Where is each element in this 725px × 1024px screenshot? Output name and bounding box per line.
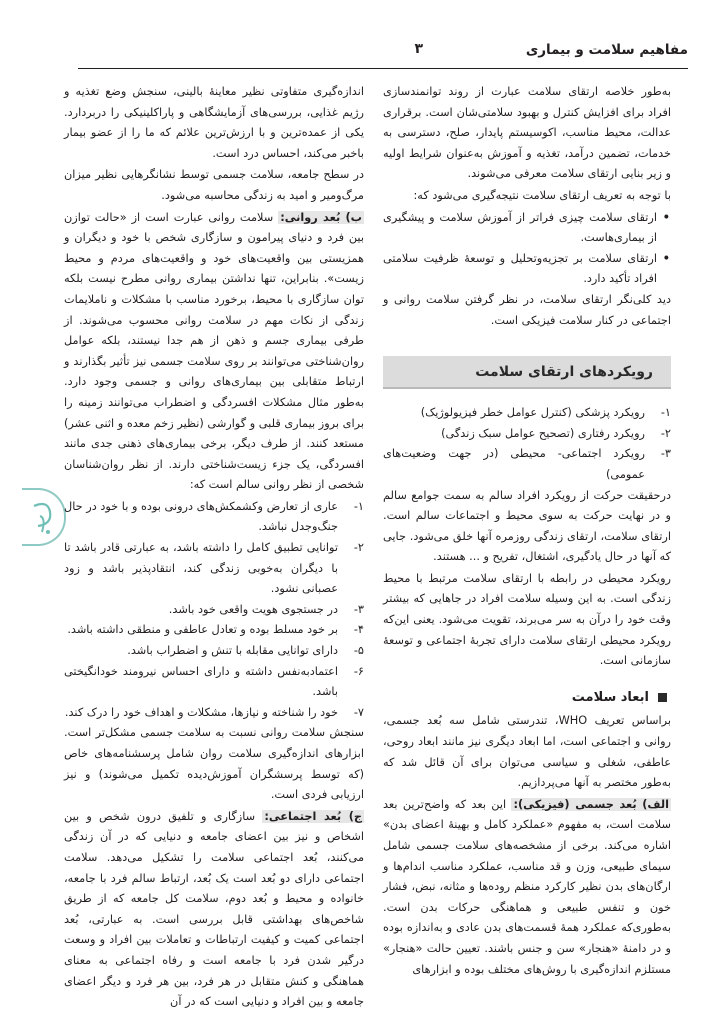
section-title: رویکردهای ارتقای سلامت xyxy=(475,364,653,381)
holistic-paragraph: دید کلی‌نگر ارتقای سلامت، در نظر گرفتن سلامت روانی و اجتماعی در کنار سلامت فیزیکی است. xyxy=(383,292,671,327)
side-tab xyxy=(22,488,66,546)
list-item: • ارتقای سلامت چیزی فراتر از آموزش سلامت و پیشگیری از بیماری‌هاست. xyxy=(383,208,657,249)
list-item: ۷- خود را شناخته و نیازها، مشکلات و اهداف خود را درک کند. xyxy=(64,705,364,719)
page-number: ۳ xyxy=(414,41,423,57)
list-item: • ارتقای سلامت بر تجزیه‌وتحلیل و توسعهٔ ظرفیت سلامتی افراد تأکید دارد. xyxy=(383,249,657,290)
mental-measurement-paragraph: سنجش سلامت روانی نسبت به سلامت جسمی مشکل‌تر است. ابزارهای اندازه‌گیری سلامت روان شامل پرسشنامه‌های خاص (که توسط پرسشگران آموزش‌دیده تکمیل می‌شوند) و نیز ارزیابی فردی است. xyxy=(64,726,364,802)
subsection-title: ابعاد سلامت xyxy=(571,689,649,705)
mental-traits-list xyxy=(64,497,364,724)
social-dimension-label: ج) بُعد اجتماعی: xyxy=(264,809,362,823)
subsection-heading xyxy=(383,688,671,709)
physical-dimension-label: الف) بُعد جسمی (فیزیکی): xyxy=(513,797,670,811)
conclusion-bullets xyxy=(383,208,671,290)
physical-dimension-text: این بعد که واضح‌ترین بعد سلامت است، به مفهوم «عملکرد کامل و بهینهٔ اعضای بدن» اشاره می‌کند. برخی از مشخصه‌های سلامت جسمی شامل سیمای طبیعی، وزن و قد مناسب، عملکرد مناسب اندام‌ها و ارگان‌های بدن نظیر کارکرد منظم روده‌ها و مثانه، نبض، فشار خون و تنفس طبیعی و هماهنگی حرکات بدن است. به‌طوری‌که عملکرد همهٔ قسمت‌های بدن عادی و به‌اندازه بوده و در دامنهٔ «هنجار» سن و جنس باشند. تعیین حالت «هنجار» مستلزم اندازه‌گیری با روش‌های مختلف بوده و ابزارهای xyxy=(383,797,671,976)
dimensions-paragraph: براساس تعریف WHO، تندرستی شامل سه بُعد جسمی، روانی و اجتماعی است، اما ابعاد دیگری نیز مانند ابعاد روحی، عاطفی، شغلی و سیاسی می‌توان برای آن قائل شد که به‌طور مختصر به آنها می‌پردازیم. xyxy=(383,714,672,790)
approaches-list xyxy=(383,403,671,485)
list-item: ۵- دارای توانایی مقابله با تنش و اضطراب باشد. xyxy=(127,644,364,658)
list-item: ۶- اعتمادبه‌نفس داشته و دارای احساس نیرومند خودانگیختی باشد. xyxy=(64,664,364,699)
running-header-title: مفاهیم سلامت و بیماری xyxy=(525,42,688,58)
right-column xyxy=(383,82,671,981)
social-dimension-paragraph xyxy=(64,807,364,1013)
list-item: ۱- عاری از تعارض وکشمکش‌های درونی بوده و با خود در حال جنگ‌وجدل نباشد. xyxy=(64,499,364,534)
mental-dimension-label: ب) بُعد روانی: xyxy=(280,210,362,224)
list-item: ۲- رویکرد رفتاری (تصحیح عوامل سبک زندگی) xyxy=(441,426,671,440)
approach-paragraph: درحقیقت حرکت از رویکرد افراد سالم به سمت جوامع سالم و در نهایت حرکت به سوی محیط و اجتماعات سالم است. ارتقای سلامت، ارتقای زندگی روزمره آنها خلق می‌شود. جایی که آنها در حال یادگیری، اشتغال، تفریح و ... هستند. xyxy=(383,488,671,564)
environment-paragraph: رویکرد محیطی در رابطه با ارتقای سلامت مرتبط با محیط زندگی است. به این وسیله سلامت افراد در جاهایی که بیشتر وقت خود را درآن به سر می‌برند، تقویت می‌شود. یعنی این‌که رویکرد محیطی ارتقای سلامت دارای تجربهٔ اجتماعی و توسعهٔ سازمانی است. xyxy=(383,571,671,668)
social-dimension-text: سازگاری و تلفیق درون شخص و بین اشخاص و نیز بین اعضای جامعه و دنیایی که در آن زندگی می‌کنند، بُعد اجتماعی سلامت را تشکیل می‌دهد. سلامت اجتماعی دارای دو بُعد است یک بُعد، ارتباط سالم فرد با جامعه، خانواده و محیط و بُعد دوم، سلامت کل جامعه که از طریق شاخص‌های بهداشتی قابل بررسی است. به عبارتی، بُعد اجتماعی کمیت و کیفیت ارتباطات و تعاملات بین افراد و وسعت درگیر شدن فرد با جامعه است و رفاه اجتماعی به معنای هماهنگی و کنش متقابل در هر فرد، بین هر فرد و دیگر اعضای جامعه و بین افراد و دنیایی است که در آن xyxy=(64,809,364,1009)
intro-paragraph: به‌طور خلاصه ارتقای سلامت عبارت از روند توانمندسازی افراد برای افزایش کنترل و بهبود سلامتی‌شان است. برقراری عدالت، محیط مناسب، اکوسیستم پایدار، صلح، دسترسی به خدمات، تضمین درآمد، تغذیه و آموزش به‌عنوان شرایط اولیه و زیر بنایی ارتقای سلامت معرفی می‌شوند. xyxy=(383,85,671,181)
section-heading-box xyxy=(383,356,671,389)
publisher-logo-icon xyxy=(28,496,58,540)
page-header xyxy=(78,42,688,66)
mental-dimension-text: سلامت روانی عبارت است از «حالت توازن بین فرد و دنیای پیرامون و سازگاری شخص با خود و دیگران و همزیستی بین واقعیت‌های خود و واقعیت‌های مردم و محیط زیست». بنابراین، تنها نداشتن بیماری روانی مطرح نیست بلکه توان سازگاری با محیط، برخورد مناسب با مشکلات و ناملایمات زندگی از نکات مهم در سلامت روانی محسوب می‌شوند. از طرفی بیماری جسم و ذهن از هم جدا نیستند، بلکه عوامل روان‌شناختی می‌توانند بر روی سلامت جسمی نیز تأثیر بگذارند و ارتباط متقابلی بین بیماری‌های روانی و جسمی وجود دارد. به‌طور مثال مشکلات افسردگی و اضطراب می‌توانند زمینه را برای بروز بیماری قلبی و گوارشی (نظیر زخم معده و اثنی عشر) مستعد کنند. از طرف دیگر، برخی بیماری‌های ذهنی جدی مانند افسردگی، یک جزء زیست‌شناختی دارند. از نظر روان‌شناسان شخصی از نظر روانی سالم است که: xyxy=(64,210,364,492)
list-item: ۳- رویکرد اجتماعی- محیطی (در جهت وضعیت‌های عمومی) xyxy=(383,447,671,481)
square-bullet-icon xyxy=(658,693,667,702)
header-divider xyxy=(78,68,688,69)
mental-dimension-paragraph xyxy=(64,208,364,496)
list-item: ۱- رویکرد پزشکی (کنترل عوامل خطر فیزیولوژیک) xyxy=(420,406,671,420)
left-column xyxy=(64,82,364,1014)
measurement-paragraph: اندازه‌گیری متفاوتی نظیر معاینهٔ بالینی، سنجش وضع تغذیه و رژیم غذایی، بررسی‌های آزمایشگاهی و پاراکلینیکی را دربردارد. یکی از عمده‌ترین و با ارزش‌ترین علائم که ما را از عضو بیمار باخبر می‌کند، احساس درد است. xyxy=(64,85,364,160)
physical-dimension-paragraph xyxy=(383,795,671,980)
intro-conclusion: با توجه به تعریف ارتقای سلامت نتیجه‌گیری می‌شود که: xyxy=(413,188,671,202)
list-item: ۲- توانایی تطبیق کامل را داشته باشد، به عبارتی قادر باشد تا با دیگران به‌خوبی زندگی کند، انتقادپذیر باشد و زود عصبانی نشود. xyxy=(64,541,364,596)
list-item: ۴- بر خود مسلط بوده و تعادل عاطفی و منطقی داشته باشد. xyxy=(67,623,364,637)
list-item: ۳- در جستجوی هویت واقعی خود باشد. xyxy=(168,602,364,616)
community-level-paragraph: در سطح جامعه، سلامت جسمی توسط نشانگرهایی نظیر میزان مرگ‌ومیر و امید به زندگی محاسبه می‌شود. xyxy=(64,168,364,202)
